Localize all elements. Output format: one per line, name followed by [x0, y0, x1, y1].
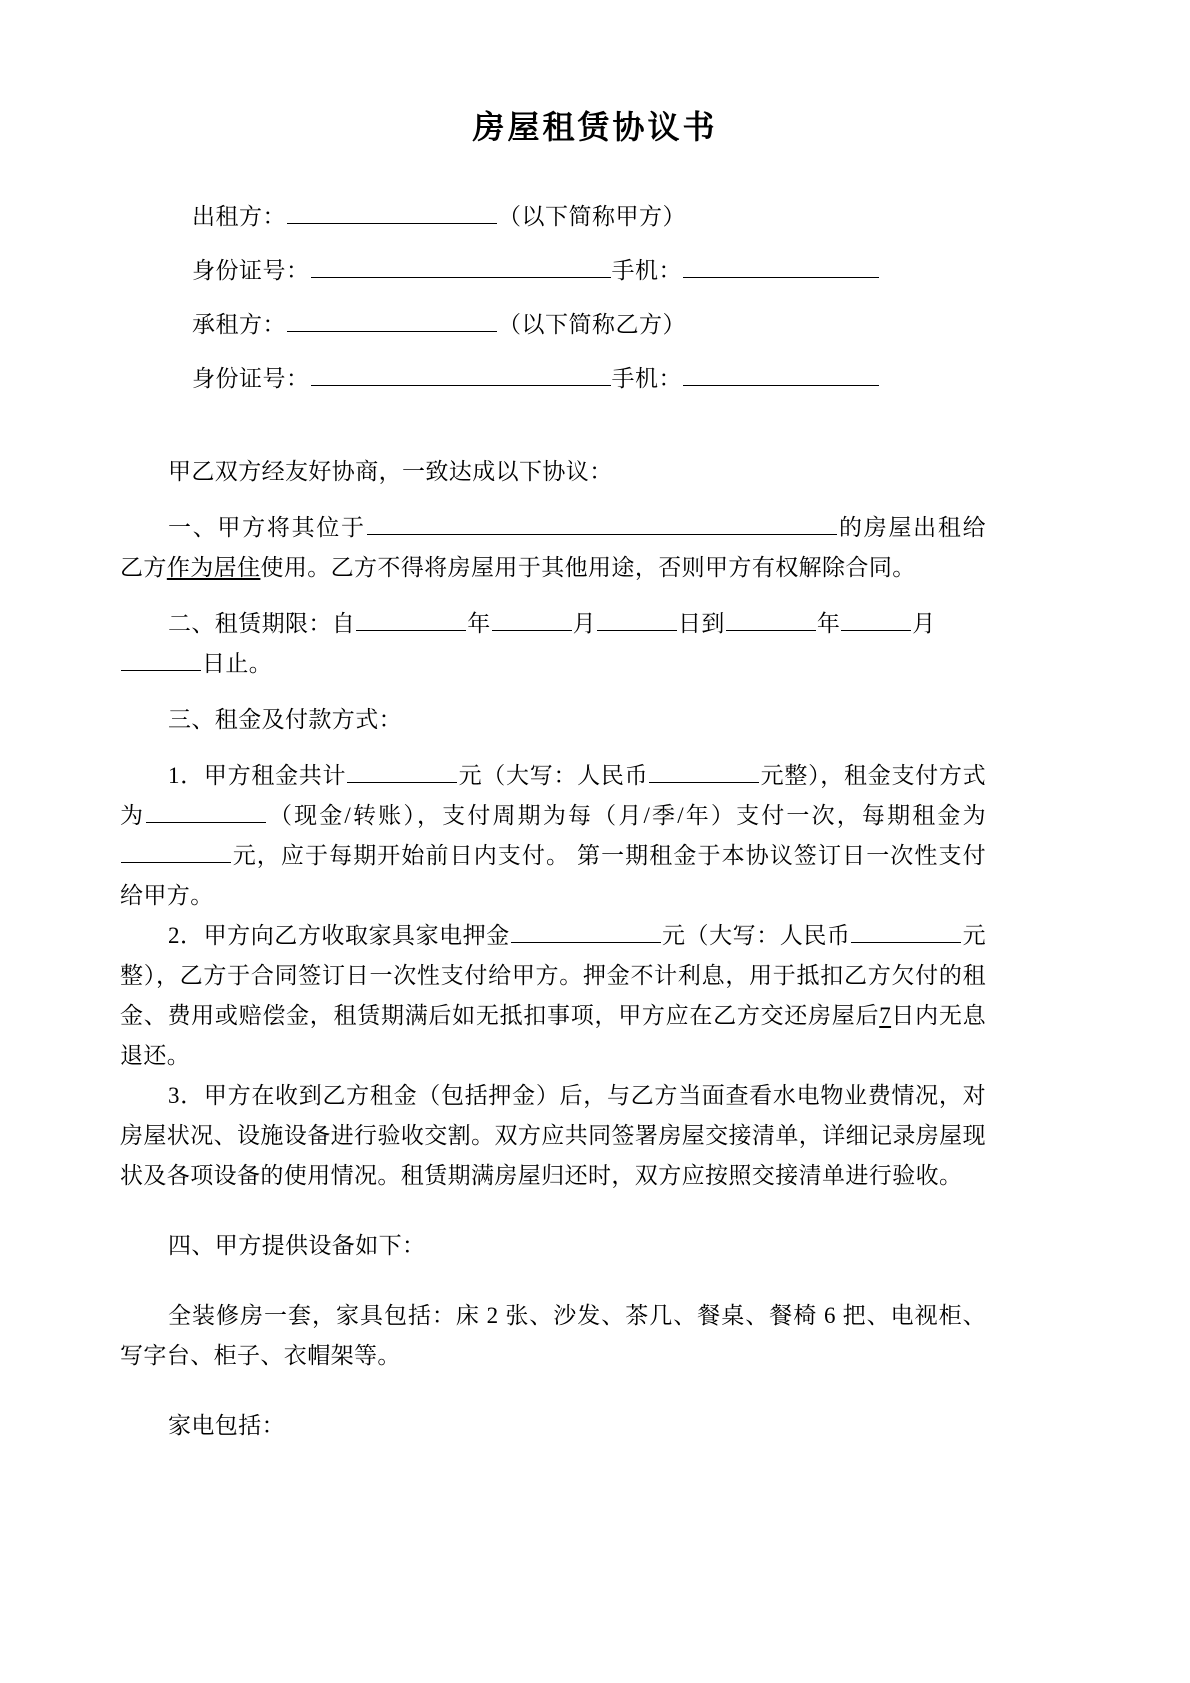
clause-2-d1: 日到: [678, 611, 725, 636]
clause-1-underlined-use: 作为居住: [166, 555, 261, 580]
lessor-phone-blank[interactable]: [683, 255, 879, 278]
item1-e: 元，应于每期开始前日内支付。: [232, 843, 571, 868]
spacer: [120, 406, 986, 452]
lessor-phone-label: 手机：: [611, 258, 682, 283]
deposit-amount-blank[interactable]: [511, 921, 661, 943]
lessee-id-line: [120, 352, 986, 406]
lessor-suffix: （以下简称甲方）: [498, 204, 686, 229]
start-day-blank[interactable]: [597, 609, 677, 631]
spacer: [120, 492, 986, 508]
item2-a: 2．甲方向乙方收取家具家电押金: [168, 923, 510, 948]
item1-a: 1．甲方租金共计: [168, 763, 347, 788]
lessor-id-blank[interactable]: [311, 255, 611, 278]
clause-2-d2: 日止。: [202, 651, 273, 676]
clause-4-heading: 四、甲方提供设备如下：: [168, 1233, 426, 1258]
clause-2-y2: 年: [816, 611, 841, 636]
clause-2-y1: 年: [467, 611, 491, 636]
lessee-suffix: （以下简称乙方）: [498, 312, 686, 337]
lessee-phone-label: 手机：: [611, 366, 682, 391]
lessee-id-blank[interactable]: [311, 363, 611, 386]
item1-f: 第一期租金于本协议签订日一次性支付给甲方。: [120, 843, 986, 908]
lessor-id-label: 身份证号：: [192, 258, 310, 283]
start-year-blank[interactable]: [356, 609, 466, 631]
start-month-blank[interactable]: [492, 609, 572, 631]
clause-3-item-3: 3．甲方在收到乙方租金（包括押金）后，与乙方当面查看水电物业费情况，对房屋状况、设施设备进行验收交割。双方应共同签署房屋交接清单，详细记录房屋现状及各项设备的使用情况。租赁期满房屋归还时，双方应按照交接清单进行验收。: [120, 1083, 986, 1188]
lessor-label: 出租方：: [192, 204, 286, 229]
clause-2-lead: 二、租赁期限：自: [168, 611, 356, 636]
item1-d: （现金/转账），支付周期为每（月/季/年）支付一次，每期租金为: [267, 803, 986, 828]
lessee-id-label: 身份证号：: [192, 366, 310, 391]
clause-3-item-2: [120, 916, 986, 1076]
furniture-list: 全装修房一套，家具包括：床 2 张、沙发、茶几、餐桌、餐椅 6 把、电视柜、写字台、柜子、衣帽架等。: [120, 1303, 986, 1368]
clause-1-tail: 使用。乙方不得将房屋用于其他用途，否则甲方有权解除合同。: [260, 555, 916, 580]
deposit-words-blank[interactable]: [851, 921, 961, 943]
item2-d: 日内无息退还。: [120, 1003, 986, 1068]
spacer: [120, 1266, 986, 1296]
spacer: [120, 684, 986, 700]
item2-b: 元（大写：人民币: [661, 923, 851, 948]
page-title: 房屋租赁协议书: [472, 108, 718, 146]
appliances-label: 家电包括：: [168, 1413, 285, 1438]
property-address-blank[interactable]: [367, 513, 837, 535]
clause-2-m1: 月: [572, 611, 597, 636]
clause-3-item-1: [120, 756, 986, 916]
parties-block: [120, 190, 986, 406]
clause-2-m2: 月: [912, 611, 936, 636]
lessor-line: [120, 190, 986, 244]
clause-2-paragraph: [120, 604, 986, 684]
lessor-id-line: [120, 244, 986, 298]
end-month-blank[interactable]: [841, 609, 911, 631]
lessee-phone-blank[interactable]: [683, 363, 879, 386]
clause-1-lead: 一、甲方将其位于: [168, 515, 366, 540]
lessee-line: [120, 298, 986, 352]
item1-b: 元（大写：人民币: [458, 763, 649, 788]
preamble-paragraph: 甲乙双方经友好协商，一致达成以下协议：: [168, 459, 613, 484]
end-day-blank[interactable]: [121, 649, 201, 671]
document-body: [120, 190, 986, 1446]
clause-1-after-blank: 的房屋出租给乙方: [120, 515, 987, 580]
total-rent-blank[interactable]: [347, 761, 457, 783]
lessee-name-blank[interactable]: [287, 309, 497, 332]
clause-1-paragraph: [120, 508, 986, 588]
deposit-return-days: 7: [879, 1003, 892, 1028]
lessee-label: 承租方：: [192, 312, 286, 337]
lessor-name-blank[interactable]: [287, 201, 497, 224]
spacer: [120, 740, 986, 756]
spacer: [120, 1196, 986, 1226]
spacer: [120, 1376, 986, 1406]
item2-c: 元整），乙方于合同签订日一次性支付给甲方。押金不计利息，用于抵扣乙方欠付的租金、费用或赔偿金，租赁期满后如无抵扣事项，甲方应在乙方交还房屋后: [120, 923, 987, 1028]
item1-c: 元整），租金支付方式为: [120, 763, 987, 828]
clause-3-heading: 三、租金及付款方式：: [168, 707, 402, 732]
total-rent-words-blank[interactable]: [649, 761, 759, 783]
end-year-blank[interactable]: [726, 609, 816, 631]
payment-method-blank[interactable]: [146, 801, 266, 823]
spacer: [120, 588, 986, 604]
period-rent-blank[interactable]: [121, 841, 231, 863]
